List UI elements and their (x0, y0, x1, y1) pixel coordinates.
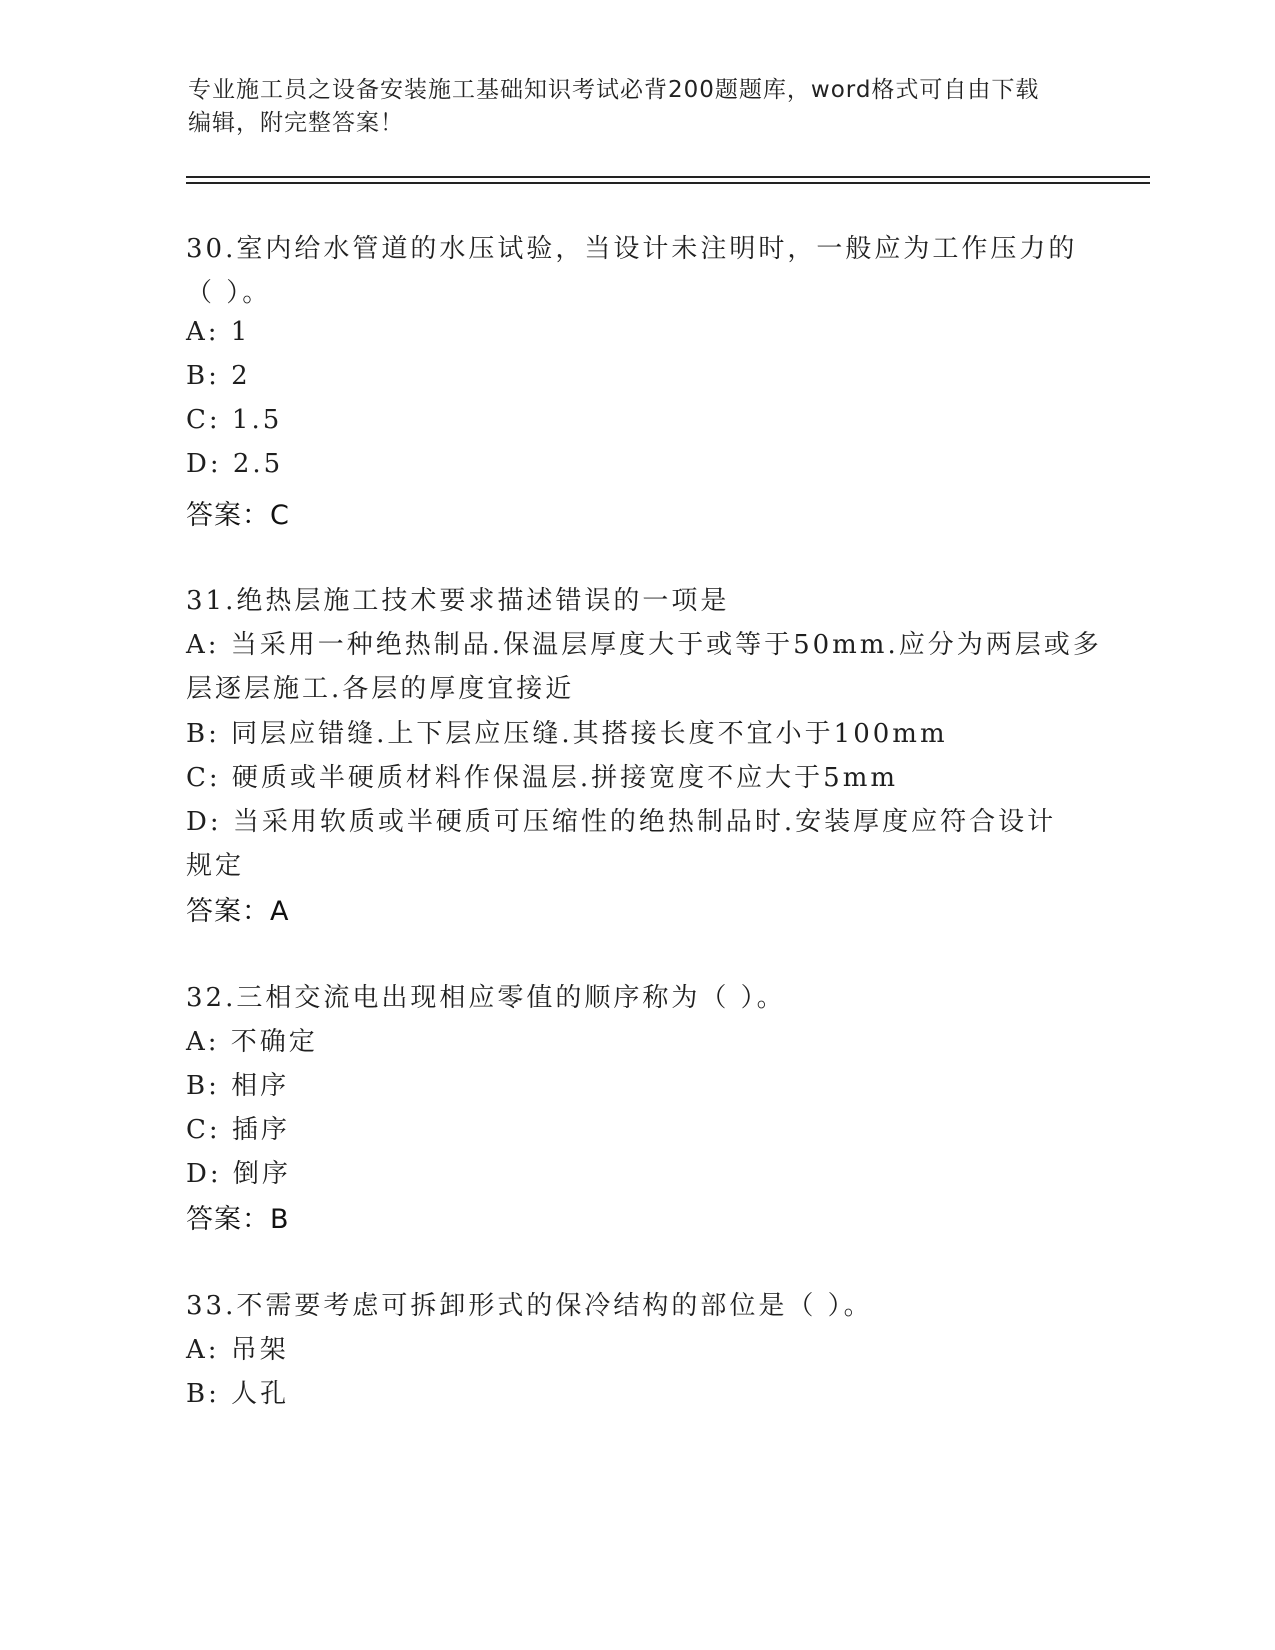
header-title-line-2: 编辑，附完整答案！ (188, 110, 404, 136)
question-text: 32.三相交流电出现相应零值的顺序称为（ ）。 (186, 983, 786, 1013)
question-text: 33.不需要考虑可拆卸形式的保冷结构的部位是（ ）。 (186, 1291, 873, 1321)
option-d: D: 当采用软质或半硬质可压缩性的绝热制品时.安装厚度应符合设计 (186, 807, 1057, 837)
answer-label: 答案：B (186, 1204, 290, 1235)
option-a: A: 不确定 (186, 1027, 318, 1057)
answer-label: 答案：A (186, 896, 290, 927)
question-text: 31.绝热层施工技术要求描述错误的一项是 (186, 586, 730, 616)
option-c: C: 1.5 (186, 405, 283, 435)
option-a-continued: 层逐层施工.各层的厚度宜接近 (186, 674, 575, 704)
option-b: B: 同层应错缝.上下层应压缝.其搭接长度不宜小于100mm (186, 719, 948, 749)
question-text: 30.室内给水管道的水压试验，当设计未注明时，一般应为工作压力的 (186, 234, 1078, 264)
answer-label: 答案：C (186, 500, 290, 531)
option-b: B: 2 (186, 361, 251, 391)
option-d-continued: 规定 (186, 851, 245, 881)
option-b: B: 人孔 (186, 1379, 290, 1409)
option-b: B: 相序 (186, 1071, 290, 1101)
option-c: C: 硬质或半硬质材料作保温层.拼接宽度不应大于5mm (186, 763, 899, 793)
option-c: C: 插序 (186, 1115, 290, 1145)
option-a: A: 当采用一种绝热制品.保温层厚度大于或等于50mm.应分为两层或多 (186, 630, 1102, 660)
option-a: A: 吊架 (186, 1335, 289, 1365)
header-divider-bottom (186, 182, 1150, 184)
option-d: D: 倒序 (186, 1159, 291, 1189)
header-divider-top (186, 176, 1150, 178)
question-text-continued: （ ）。 (186, 278, 272, 308)
header-title-line-1: 专业施工员之设备安装施工基础知识考试必背200题题库，word格式可自由下载 (188, 77, 1040, 103)
option-a: A: 1 (186, 317, 251, 347)
option-d: D: 2.5 (186, 449, 284, 479)
document-header (188, 74, 1068, 140)
